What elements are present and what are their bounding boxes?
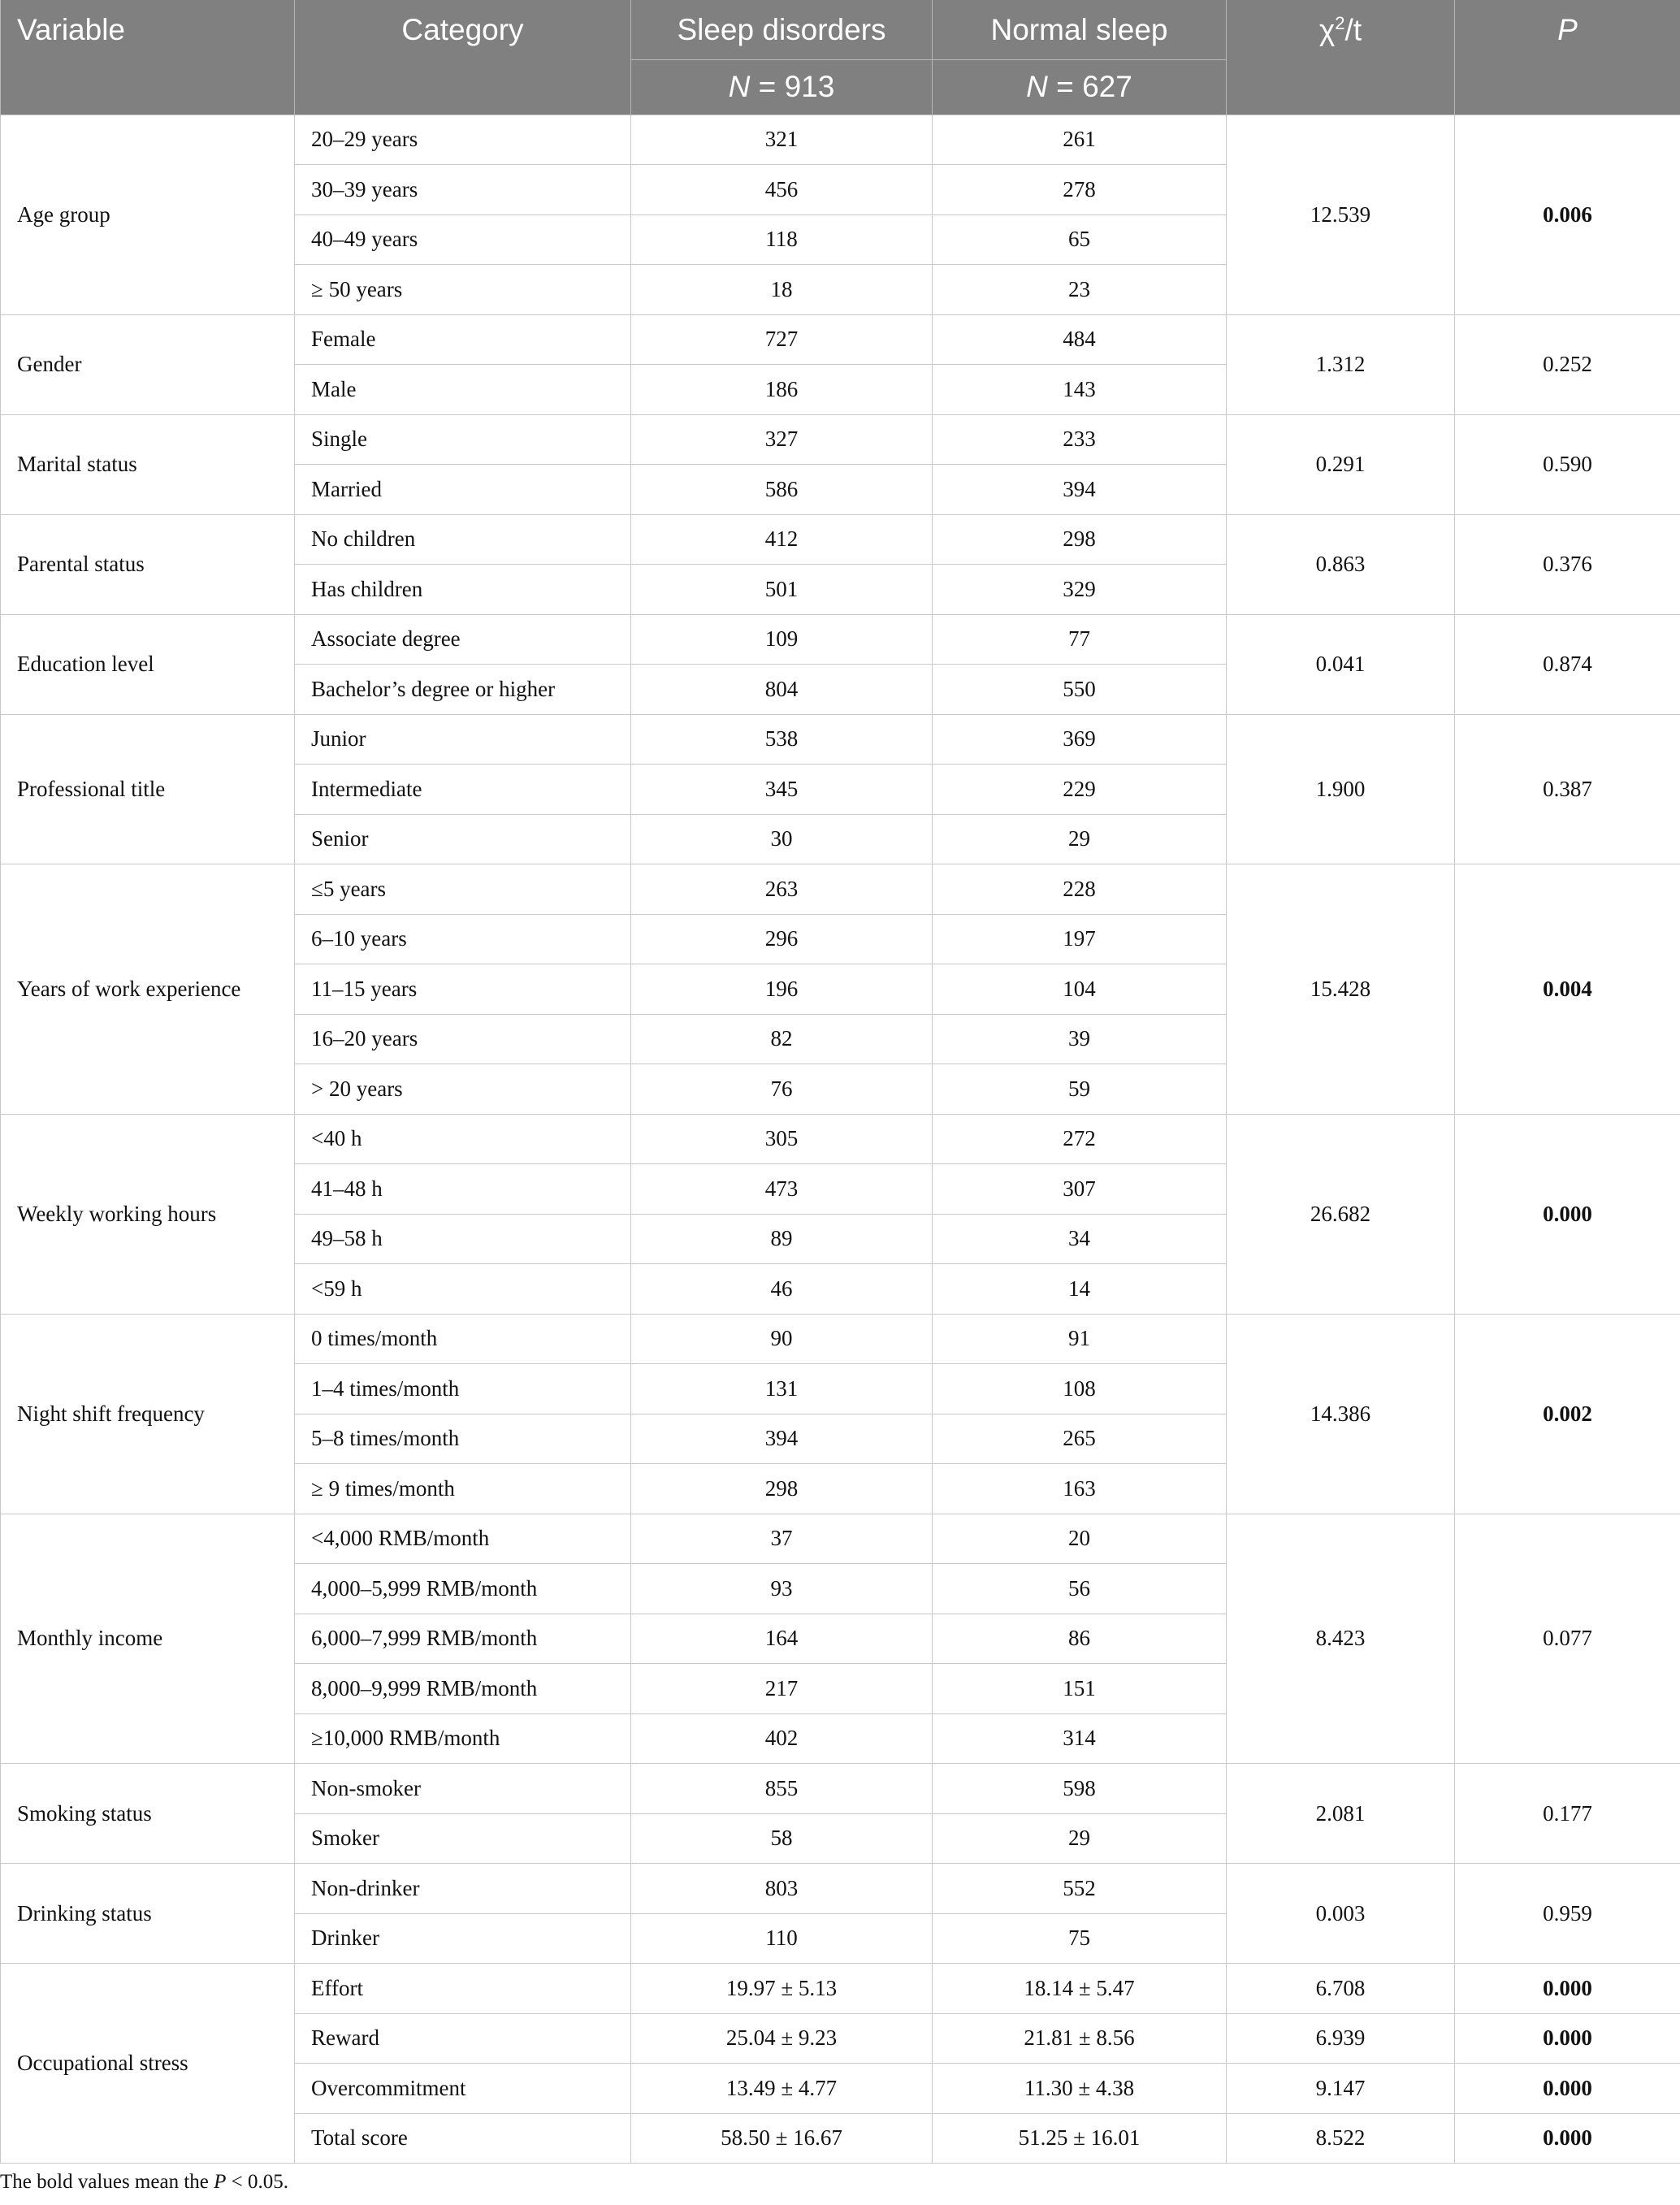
normal-sleep-cell: 108 bbox=[933, 1364, 1227, 1414]
header-sleep-disorders-n bbox=[631, 59, 933, 115]
variable-cell: Gender bbox=[1, 314, 295, 414]
normal-sleep-cell: 20 bbox=[933, 1514, 1227, 1564]
sleep-disorders-cell: 263 bbox=[631, 864, 933, 915]
table-row bbox=[1, 1864, 1680, 1914]
sleep-disorders-cell: 217 bbox=[631, 1664, 933, 1714]
variable-cell: Smoking status bbox=[1, 1764, 295, 1864]
normal-sleep-cell: 29 bbox=[933, 1813, 1227, 1864]
table-row bbox=[1, 115, 1680, 165]
statistic-cell: 0.003 bbox=[1227, 1864, 1455, 1964]
category-cell: Has children bbox=[295, 565, 631, 615]
category-cell: Drinker bbox=[295, 1913, 631, 1964]
sleep-disorders-cell: 82 bbox=[631, 1014, 933, 1064]
sleep-disorders-cell: 46 bbox=[631, 1264, 933, 1315]
table-row bbox=[1, 714, 1680, 765]
header-chi-square bbox=[1227, 0, 1455, 115]
statistic-cell: 1.312 bbox=[1227, 314, 1455, 414]
category-cell: 1–4 times/month bbox=[295, 1364, 631, 1414]
sleep-disorders-cell: 131 bbox=[631, 1364, 933, 1414]
category-cell: Smoker bbox=[295, 1813, 631, 1864]
header-normal-sleep: Normal sleep bbox=[933, 0, 1227, 59]
footnote-prefix: The bold values mean the bbox=[0, 2171, 214, 2193]
normal-sleep-cell: 228 bbox=[933, 864, 1227, 915]
normal-sleep-cell: 552 bbox=[933, 1864, 1227, 1914]
category-cell: Reward bbox=[295, 2013, 631, 2064]
sleep-disorders-cell: 13.49 ± 4.77 bbox=[631, 2064, 933, 2114]
header-chi-prefix: χ bbox=[1318, 13, 1336, 47]
normal-sleep-cell: 229 bbox=[933, 765, 1227, 815]
normal-sleep-cell: 394 bbox=[933, 465, 1227, 515]
category-cell: Overcommitment bbox=[295, 2064, 631, 2114]
table-row bbox=[1, 1314, 1680, 1364]
sleep-disorders-cell: 110 bbox=[631, 1913, 933, 1964]
normal-sleep-cell: 278 bbox=[933, 165, 1227, 215]
variable-cell: Weekly working hours bbox=[1, 1114, 295, 1314]
category-cell: ≥ 9 times/month bbox=[295, 1464, 631, 1514]
variable-cell: Professional title bbox=[1, 714, 295, 864]
category-cell: Bachelor’s degree or higher bbox=[295, 665, 631, 715]
variable-cell: Drinking status bbox=[1, 1864, 295, 1964]
category-cell: 6,000–7,999 RMB/month bbox=[295, 1614, 631, 1664]
normal-sleep-cell: 75 bbox=[933, 1913, 1227, 1964]
p-value-cell: 0.000 bbox=[1455, 2064, 1680, 2114]
category-cell: ≤5 years bbox=[295, 864, 631, 915]
p-value-cell: 0.387 bbox=[1455, 714, 1680, 864]
category-cell: Associate degree bbox=[295, 614, 631, 665]
sleep-disorders-cell: 25.04 ± 9.23 bbox=[631, 2013, 933, 2064]
category-cell: Married bbox=[295, 465, 631, 515]
sleep-disorders-cell: 727 bbox=[631, 314, 933, 365]
category-cell: Intermediate bbox=[295, 765, 631, 815]
sleep-disorders-cell: 18 bbox=[631, 265, 933, 315]
category-cell: Effort bbox=[295, 1964, 631, 2014]
table-row bbox=[1, 414, 1680, 465]
footnote bbox=[0, 2171, 288, 2194]
sleep-disorders-cell: 804 bbox=[631, 665, 933, 715]
category-cell: Non-smoker bbox=[295, 1764, 631, 1814]
variable-cell: Education level bbox=[1, 614, 295, 714]
p-value-cell: 0.000 bbox=[1455, 2013, 1680, 2064]
category-cell: 6–10 years bbox=[295, 914, 631, 964]
header-chi-suffix: /t bbox=[1344, 13, 1362, 47]
header-n-value: = 913 bbox=[750, 70, 835, 103]
statistic-cell: 12.539 bbox=[1227, 115, 1455, 314]
table-row bbox=[1, 314, 1680, 365]
normal-sleep-cell: 86 bbox=[933, 1614, 1227, 1664]
p-value-cell: 0.006 bbox=[1455, 115, 1680, 314]
sleep-disorders-cell: 296 bbox=[631, 914, 933, 964]
variable-cell: Monthly income bbox=[1, 1514, 295, 1764]
statistic-cell: 8.522 bbox=[1227, 2113, 1455, 2164]
normal-sleep-cell: 59 bbox=[933, 1064, 1227, 1115]
p-value-cell: 0.252 bbox=[1455, 314, 1680, 414]
statistic-cell: 9.147 bbox=[1227, 2064, 1455, 2114]
header-n-label: N bbox=[728, 70, 751, 103]
normal-sleep-cell: 314 bbox=[933, 1713, 1227, 1764]
category-cell: Junior bbox=[295, 714, 631, 765]
p-value-cell: 0.959 bbox=[1455, 1864, 1680, 1964]
sleep-disorders-cell: 327 bbox=[631, 414, 933, 465]
header-variable: Variable bbox=[1, 0, 295, 115]
statistic-cell: 1.900 bbox=[1227, 714, 1455, 864]
sleep-disorders-cell: 58.50 ± 16.67 bbox=[631, 2113, 933, 2164]
category-cell: ≥10,000 RMB/month bbox=[295, 1713, 631, 1764]
statistic-cell: 0.863 bbox=[1227, 514, 1455, 614]
sleep-disorders-cell: 118 bbox=[631, 214, 933, 265]
normal-sleep-cell: 34 bbox=[933, 1214, 1227, 1264]
statistic-cell: 8.423 bbox=[1227, 1514, 1455, 1764]
table-row bbox=[1, 514, 1680, 565]
normal-sleep-cell: 143 bbox=[933, 365, 1227, 415]
table-body bbox=[1, 115, 1680, 2164]
variable-cell: Parental status bbox=[1, 514, 295, 614]
sleep-disorders-cell: 93 bbox=[631, 1564, 933, 1614]
normal-sleep-cell: 550 bbox=[933, 665, 1227, 715]
sleep-disorders-cell: 58 bbox=[631, 1813, 933, 1864]
statistic-cell: 15.428 bbox=[1227, 864, 1455, 1115]
category-cell: 5–8 times/month bbox=[295, 1414, 631, 1464]
header-p-value: P bbox=[1455, 0, 1680, 115]
category-cell: Male bbox=[295, 365, 631, 415]
statistic-cell: 14.386 bbox=[1227, 1314, 1455, 1514]
sleep-disorders-cell: 321 bbox=[631, 115, 933, 165]
variable-cell: Marital status bbox=[1, 414, 295, 514]
normal-sleep-cell: 51.25 ± 16.01 bbox=[933, 2113, 1227, 2164]
normal-sleep-cell: 11.30 ± 4.38 bbox=[933, 2064, 1227, 2114]
statistic-cell: 26.682 bbox=[1227, 1114, 1455, 1314]
category-cell: Senior bbox=[295, 814, 631, 864]
category-cell: <4,000 RMB/month bbox=[295, 1514, 631, 1564]
statistic-cell: 0.041 bbox=[1227, 614, 1455, 714]
table-row bbox=[1, 1764, 1680, 1814]
normal-sleep-cell: 91 bbox=[933, 1314, 1227, 1364]
header-category: Category bbox=[295, 0, 631, 115]
statistic-cell: 0.291 bbox=[1227, 414, 1455, 514]
table-row bbox=[1, 614, 1680, 665]
category-cell: No children bbox=[295, 514, 631, 565]
normal-sleep-cell: 104 bbox=[933, 964, 1227, 1015]
sleep-disorders-cell: 803 bbox=[631, 1864, 933, 1914]
sleep-disorders-cell: 19.97 ± 5.13 bbox=[631, 1964, 933, 2014]
normal-sleep-cell: 151 bbox=[933, 1664, 1227, 1714]
normal-sleep-cell: 329 bbox=[933, 565, 1227, 615]
statistic-cell: 2.081 bbox=[1227, 1764, 1455, 1864]
category-cell: 30–39 years bbox=[295, 165, 631, 215]
normal-sleep-cell: 272 bbox=[933, 1114, 1227, 1164]
p-value-cell: 0.874 bbox=[1455, 614, 1680, 714]
table-header bbox=[1, 0, 1680, 115]
sleep-disorders-cell: 412 bbox=[631, 514, 933, 565]
normal-sleep-cell: 265 bbox=[933, 1414, 1227, 1464]
category-cell: Total score bbox=[295, 2113, 631, 2164]
header-n-value: = 627 bbox=[1047, 70, 1132, 103]
normal-sleep-cell: 484 bbox=[933, 314, 1227, 365]
normal-sleep-cell: 14 bbox=[933, 1264, 1227, 1315]
p-value-cell: 0.000 bbox=[1455, 1114, 1680, 1314]
category-cell: 49–58 h bbox=[295, 1214, 631, 1264]
category-cell: Single bbox=[295, 414, 631, 465]
normal-sleep-cell: 18.14 ± 5.47 bbox=[933, 1964, 1227, 2014]
sleep-disorders-cell: 473 bbox=[631, 1164, 933, 1215]
normal-sleep-cell: 23 bbox=[933, 265, 1227, 315]
p-value-cell: 0.004 bbox=[1455, 864, 1680, 1115]
category-cell: 4,000–5,999 RMB/month bbox=[295, 1564, 631, 1614]
sleep-disorders-cell: 164 bbox=[631, 1614, 933, 1664]
normal-sleep-cell: 598 bbox=[933, 1764, 1227, 1814]
normal-sleep-cell: 233 bbox=[933, 414, 1227, 465]
sleep-disorders-cell: 89 bbox=[631, 1214, 933, 1264]
p-value-cell: 0.002 bbox=[1455, 1314, 1680, 1514]
statistic-cell: 6.939 bbox=[1227, 2013, 1455, 2064]
header-chi-sup: 2 bbox=[1335, 13, 1345, 33]
variable-cell: Age group bbox=[1, 115, 295, 314]
sleep-disorders-cell: 186 bbox=[631, 365, 933, 415]
footnote-p: P bbox=[214, 2171, 227, 2193]
sleep-disorders-cell: 109 bbox=[631, 614, 933, 665]
sleep-disorders-cell: 76 bbox=[631, 1064, 933, 1115]
sleep-disorders-cell: 30 bbox=[631, 814, 933, 864]
header-normal-sleep-n bbox=[933, 59, 1227, 115]
table-row bbox=[1, 864, 1680, 915]
p-value-cell: 0.000 bbox=[1455, 1964, 1680, 2014]
category-cell: <59 h bbox=[295, 1264, 631, 1315]
sleep-disorders-cell: 90 bbox=[631, 1314, 933, 1364]
sleep-disorders-cell: 456 bbox=[631, 165, 933, 215]
table-row bbox=[1, 1514, 1680, 1564]
normal-sleep-cell: 261 bbox=[933, 115, 1227, 165]
normal-sleep-cell: 163 bbox=[933, 1464, 1227, 1514]
normal-sleep-cell: 307 bbox=[933, 1164, 1227, 1215]
category-cell: 16–20 years bbox=[295, 1014, 631, 1064]
category-cell: ≥ 50 years bbox=[295, 265, 631, 315]
category-cell: 0 times/month bbox=[295, 1314, 631, 1364]
table-row bbox=[1, 1964, 1680, 2014]
category-cell: 41–48 h bbox=[295, 1164, 631, 1215]
sleep-disorders-cell: 305 bbox=[631, 1114, 933, 1164]
normal-sleep-cell: 197 bbox=[933, 914, 1227, 964]
normal-sleep-cell: 29 bbox=[933, 814, 1227, 864]
category-cell: > 20 years bbox=[295, 1064, 631, 1115]
normal-sleep-cell: 298 bbox=[933, 514, 1227, 565]
footnote-suffix: < 0.05. bbox=[226, 2171, 289, 2193]
sleep-disorders-cell: 501 bbox=[631, 565, 933, 615]
category-cell: 40–49 years bbox=[295, 214, 631, 265]
sleep-disorders-cell: 37 bbox=[631, 1514, 933, 1564]
table-row bbox=[1, 1114, 1680, 1164]
sleep-disorders-cell: 855 bbox=[631, 1764, 933, 1814]
header-sleep-disorders: Sleep disorders bbox=[631, 0, 933, 59]
sleep-disorders-cell: 538 bbox=[631, 714, 933, 765]
category-cell: 20–29 years bbox=[295, 115, 631, 165]
sleep-disorders-cell: 345 bbox=[631, 765, 933, 815]
sleep-disorders-cell: 298 bbox=[631, 1464, 933, 1514]
sleep-disorders-cell: 402 bbox=[631, 1713, 933, 1764]
normal-sleep-cell: 56 bbox=[933, 1564, 1227, 1614]
header-n-label: N bbox=[1026, 70, 1048, 103]
normal-sleep-cell: 65 bbox=[933, 214, 1227, 265]
sleep-disorders-cell: 586 bbox=[631, 465, 933, 515]
p-value-cell: 0.590 bbox=[1455, 414, 1680, 514]
category-cell: Non-drinker bbox=[295, 1864, 631, 1914]
normal-sleep-cell: 21.81 ± 8.56 bbox=[933, 2013, 1227, 2064]
sleep-disorders-cell: 394 bbox=[631, 1414, 933, 1464]
p-value-cell: 0.376 bbox=[1455, 514, 1680, 614]
normal-sleep-cell: 77 bbox=[933, 614, 1227, 665]
variable-cell: Occupational stress bbox=[1, 1964, 295, 2164]
statistic-cell: 6.708 bbox=[1227, 1964, 1455, 2014]
sleep-disorders-cell: 196 bbox=[631, 964, 933, 1015]
variable-cell: Night shift frequency bbox=[1, 1314, 295, 1514]
category-cell: <40 h bbox=[295, 1114, 631, 1164]
normal-sleep-cell: 39 bbox=[933, 1014, 1227, 1064]
category-cell: Female bbox=[295, 314, 631, 365]
category-cell: 11–15 years bbox=[295, 964, 631, 1015]
normal-sleep-cell: 369 bbox=[933, 714, 1227, 765]
variable-cell: Years of work experience bbox=[1, 864, 295, 1115]
p-value-cell: 0.077 bbox=[1455, 1514, 1680, 1764]
p-value-cell: 0.000 bbox=[1455, 2113, 1680, 2164]
p-value-cell: 0.177 bbox=[1455, 1764, 1680, 1864]
category-cell: 8,000–9,999 RMB/month bbox=[295, 1664, 631, 1714]
